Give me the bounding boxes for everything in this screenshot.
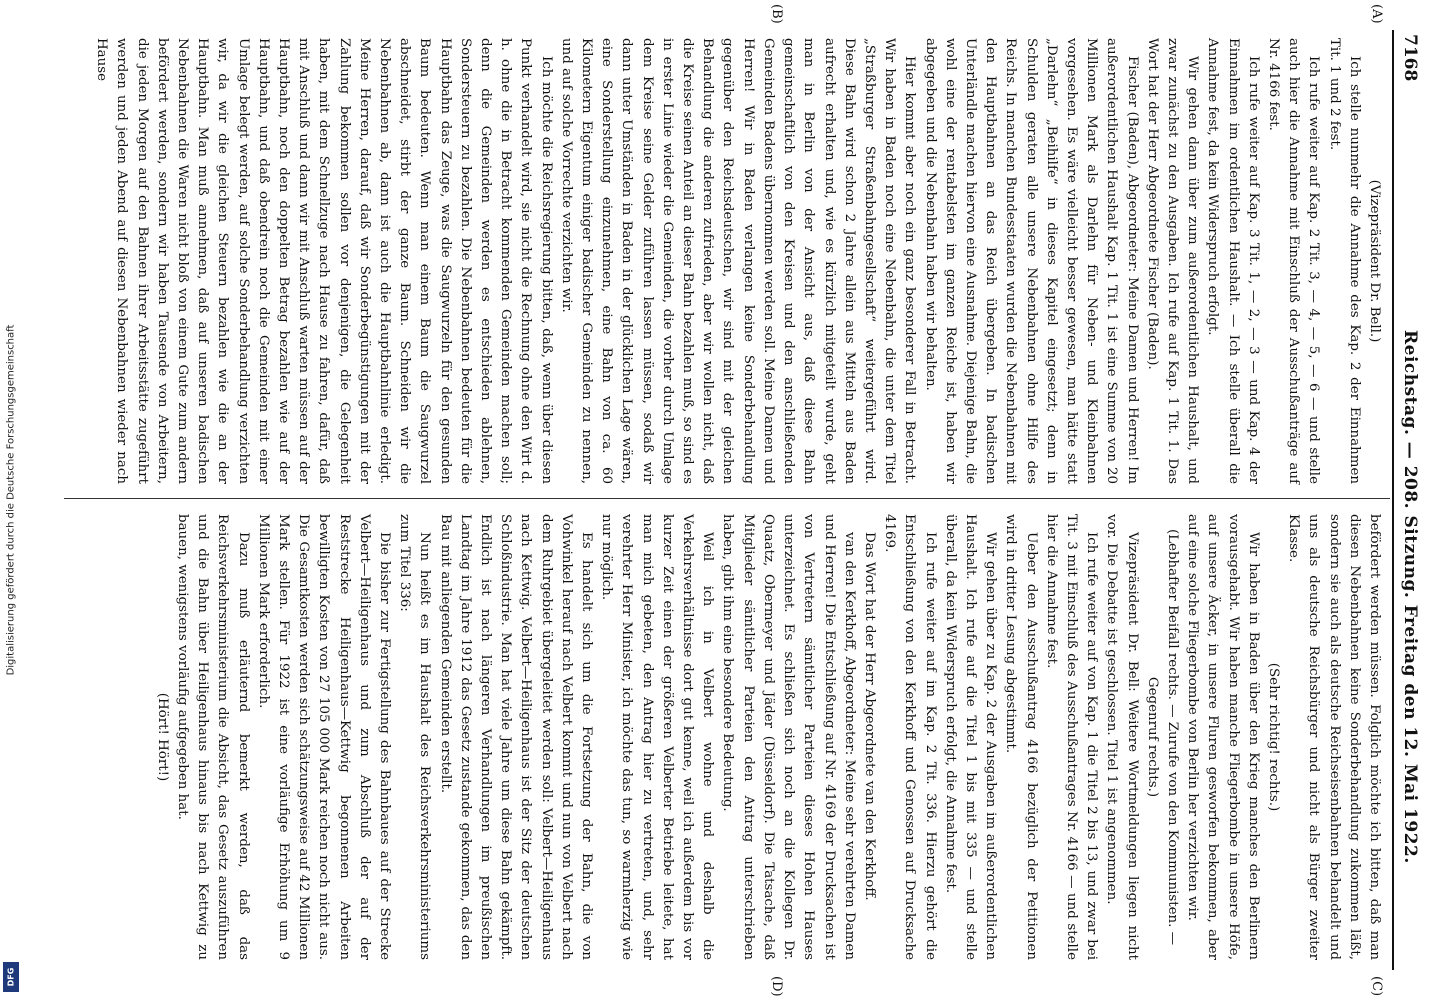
paragraph: (Lebhafter Beifall rechts. — Zurufe von den Kommunisten. — Gegenruf rechts.) [1144,528,1180,946]
paragraph: (Hört! Hört!) [154,692,170,782]
paragraph: Weil ich in Velbert wohne und deshalb die Verkehrsverhältnisse dort gut kenne, weil ich außerdem bis vor kurzer Zeit einen der größeren Velberter Betriebe leitete, hat man mich gebeten, den Antrag hier zu vertreten, und, sehr verehrter Herr Minister, ich möchte das tun, so warmherzig wie nur möglich. [599,514,716,960]
page-number: 7168 [1400,34,1420,82]
paragraph: Ich möchte die Reichsregierung bitten, daß, wenn über diesen Punkt verhandelt wird, sie nicht die Rechnung ohne den Wirt d. h. ohne die in Betracht kommenden Gemeinden machen soll; denn die Gemeinden werden es entschieden ablehnen, Sondersteuern zu bezahlen. Die Nebenbahnen bedeuten für die Hauptbahn das Zeuge, was die Saugwurzeln für den gesunden Baum bedeuten. Wenn man einem Baum die Saugwurzel abschneidet, stirbt der ganze Baum. Schneiden wir die Nebenbahnen ab, dann ist auch die Hauptbahnlinie erledigt. Meine Herren, darauf, daß wir Sonderbegünstigungen mit der Zahlung bekommen sollen vor denjenigen, die Gelegenheit haben, mit dem Schnellzuge nach Hause zu fahren, dafür, daß mit Anschluß und dann wir mit Anschluß warten müssen auf der Hauptbahn, noch den doppelten Betrag bezahlen wie auf der Hauptbahn, und daß obendrein noch die Gemeinden mit einer Umlage belegt werden, auf solche Sonderbehandlung verzichten wir, da wir die gleichen Steuern bezahlen wie die an der Hauptbahn. Man muß annehmen, daß auf unseren badischen Nebenbahnen die Waren nicht bloß von einem Gute zum andern befördert werden, sondern wir haben Tausende von Arbeitern, die jeden Morgen auf den Bahnen ihrer Arbeitsstätte zugeführt werden und jeden Abend auf diesen Nebenbahnen wieder nach Hause [94,38,554,484]
paragraph: (Vizepräsident Dr. Bell.) [1367,179,1382,343]
left-column [69,38,1384,484]
paragraph: Es handelt sich um die Fortsetzung der Bahn, die von Vohwinkel herauf nach Velbert kommt und nun von Velbert nach dem Ruhrgebiet übergeleitet werden soll: Velbert—Heiligenhaus nach Kettwig. Velbert—Heiligenhaus ist der Sitz der deutschen Schloßindustrie. Man hat viele Jahre um diese Bahn gekämpft. Endlich ist nach längeren Verhandlungen im preußischen Landtag im Jahre 1912 das Gesetz zustande gekommen, das den Bau mit anliegenden Gemeinden erstellt. [437,514,595,960]
column-rule [64,498,1390,499]
paragraph: van den Kerkhoff, Abgeordneter: Meine sehr verehrten Damen und Herren! Die Entschließung auf Nr. 4169 der Drucksachen ist von Vertretern sämtlicher Parteien dieses Hohen Hauses unterzeichnet. Es schließen sich noch an die Kollegen Dr. Quaatz, Obermeyer und Jäder (Düsseldorf). Die Tatsache, daß Mitglieder sämtlicher Parteien den Antrag unterschrieben haben, gibt ihm eine besondere Bedeutung. [720,514,857,960]
paragraph: Wir gehen über zu Kap. 2 der Ausgaben im außerordentlichen Haushalt. Ich rufe auf die Titel 1 bis mit 335 — und stelle überall, da kein Widerspruch erfolgt, die Annahme fest. [942,514,999,960]
dfg-logo-text: DFG [6,967,16,987]
margin-mark-c: (C) [1369,976,1384,997]
paragraph: Ich rufe weiter auf Kap. 3 Tit. 1, — 2, — 3 — und Kap. 4 der Einnahmen im ordentlichen Haushalt. — Ich stelle überall die Annahme fest, da kein Widerspruch erfolgt. [1205,38,1261,484]
paragraph: Wir gehen dann über zum außerordentlichen Haushalt, und zwar zunächst zu den Ausgaben. Ich rufe auf Kap. 1 Tit. 1. Das Wort hat der Herr Abgeordnete Fischer (Baden). [1144,38,1201,484]
scanned-page [64,4,1424,997]
paragraph: Ich stelle nunmehr die Annahme des Kap. 2 der Einnahmen Tit. 1 und 2 fest. [1326,38,1362,484]
paragraph: Ich rufe weiter auf im Kap. 2 Tit. 336. Hierzu gehört die Entschließung von den Kerkhoff und Genossen auf Drucksache 4169. [882,514,938,960]
paragraph: befördert werden müssen. Folglich möchte ich bitten, daß man diesen Nebenbahnen keine Sonderbehandlung zukommen läßt, sondern sie auch als deutsche Reichseisenbahnen behandelt und uns als deutsche Reichsbürger und nicht als Bürger zweiter Klasse. [1286,514,1382,960]
paragraph: Nun heißt es im Haushalt des Reichsverkehrsministeriums zum Titel 336: [397,514,433,960]
page-content [64,4,1424,997]
paragraph: Hier kommt aber noch ein ganz besonderer Fall in Betracht. Wir haben in Baden noch eine Nebenbahn, die unter dem Titel „Straßburger Straßenbahngesellschaft“ weitergeführt wird. Diese Bahn wird schon 2 Jahre allein aus Mitteln aus Baden aufrecht erhalten und, wie es kürzlich mitgeteilt wurde, geht man in Berlin von der Ansicht aus, daß diese Bahn gemeinschaftlich von den Kreisen und den anschließenden Gemeinden Badens übernommen werden soll. Meine Damen und Herren! Wir in Baden verlangen keine Sonderbehandlung gegenüber den Reichsdeutschen, wir sind mit der gleichen Behandlung die anderen zufrieden, aber wir wollen nicht, daß die Kreise seinen Anteil an dieser Bahn bezahlen muß, so sind es in erster Linie wieder die Gemeinden, die vorher durch Umlage dem Kreise seine Gelder zuführen lassen müssen, sodaß wir dann unter Umständen in Baden in der glücklichen Lage wären, eine Sonderstellung einzunehmen, eine Bahn von ca. 60 Kilometern Eigentum einiger badischer Gemeinden zu nennen, und auf solche Vorrechte verzichten wir. [558,38,918,484]
footer-credit: Digitalisierung gefördert durch die Deutsche Forschungsgemeinschaft [5,324,17,676]
margin-mark-a: (A) [1369,4,1384,24]
right-column [69,514,1384,960]
paragraph: Fischer (Baden), Abgeordneter: Meine Damen und Herren! Im außerordentlichen Haushalt Kap. 1 Tit. 1 ist eine Summe von 20 Millionen Mark als Darlehn für Neben- und Kleinbahnen vorgesehen. Es wäre vielleicht besser gewesen, man hätte statt „Darlehn“ „Beihilfe“ in dieses Kapitel eingesetzt; denn in Schulden geraten alle unsere Nebenbahnen ohne Hilfe des Reichs. In manchen Bundesstaaten wurden die Nebenbahnen mit den Hauptbahnen an das Reich übergeben. In badischen Unterländle machen hiervon eine Ausnahme. Diejenige Bahn, die wohl eine der rentabelsten im ganzen Reiche ist, haben wir abgegeben und die Nebenbahn haben wir behalten. [922,38,1140,484]
footer-strip [0,0,22,1000]
paragraph: Das Wort hat der Herr Abgeordnete van den Kerkhoff. [861,532,877,901]
paragraph: Wir haben in Baden über den Krieg manches den Berlinern vorausgehabt. Wir haben manche Fliegerbombe in unsere Höfe, auf unsere Äcker, in unsere Fluren gesworfen bekommen, aber auf eine solche Fliegerbombe von Berlin her verzichten wir. [1185,514,1261,960]
margin-mark-b: (B) [769,4,784,24]
paragraph: Ich rufe weiter auf von Kap. 1 die Titel 2 bis 13, und zwar bei Tit. 3 mit Einschluß des Ausschußantrages Nr. 4166 — und stelle hier die Annahme fest. [1043,514,1100,960]
margin-mark-d: (D) [769,976,784,997]
dfg-logo [3,962,19,992]
paragraph: Dazu muß erläuternd bemerkt werden, daß das Reichsverkehrsministerium die Absicht, das Gesetz auszuführen und die Bahn über Heiligenhaus hinaus bis nach Kettwig zu bauen, wenigstens vorläufig aufgegeben hat. [175,514,251,960]
paragraph: Die bisher zur Fertigstellung des Bahnbaues auf der Strecke Velbert—Heiligenhaus und zum Abschluß der auf der Reststrecke Heiligenhaus—Kettwig begonnenen Arbeiten bewilligten Kosten von 27 105 000 Mark reichen noch nicht aus. Die Gesamtkosten werden sich schätzungsweise auf 42 Millionen Mark stellen. Für 1922 ist eine vorläufige Erhöhung um 9 Millionen Mark erforderlich. [255,514,393,960]
page-header [1392,30,1424,970]
paragraph: Ueber den Ausschußantrag 4166 bezüglich der Petitionen wird in dritter Lesung abgestimmt. [1003,514,1039,960]
running-head: Reichstag. — 208. Sitzung. Freitag den 12. Mai 1922. [1400,330,1420,864]
paragraph: Ich rufe weiter auf Kap. 2 Tit. 3, — 4, — 5, — 6 — und stelle auch hier die Annahme mit Einschluß der Ausschußanträge auf Nr. 4166 fest. [1265,38,1322,484]
paragraph: (Sehr richtig! rechts.) [1265,662,1281,812]
paragraph: Vizepräsident Dr. Bell: Weitere Wortmeldungen liegen nicht vor. Die Debatte ist geschlossen. Titel 1 ist angenommen. [1104,514,1140,960]
